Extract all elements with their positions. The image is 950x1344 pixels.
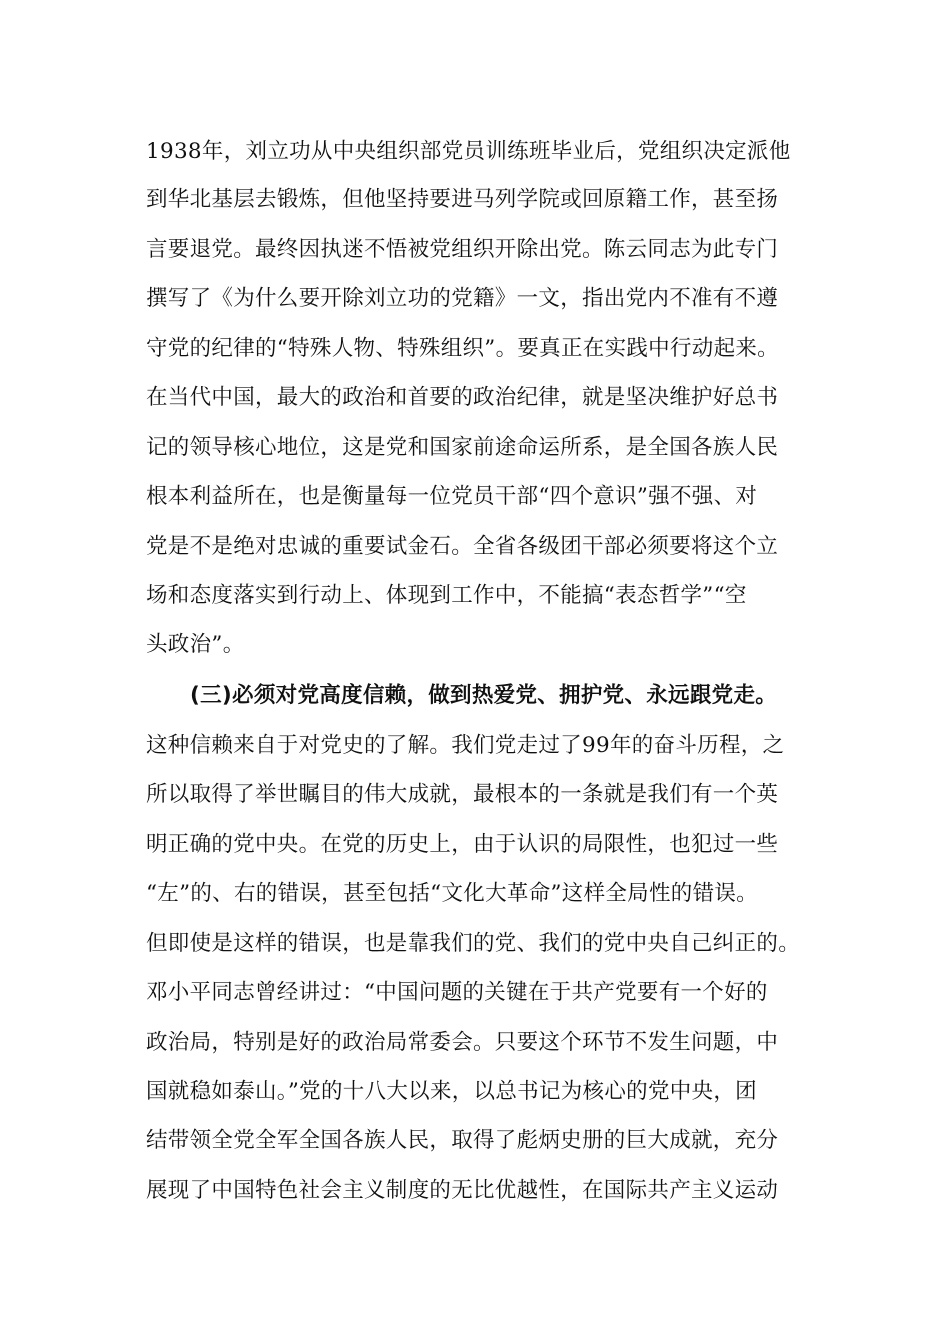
text-line: 政治局，特别是好的政治局常委会。只要这个环节不发生问题，中 — [146, 1030, 779, 1055]
text-line: 场和态度落实到行动上、体现到工作中，不能搞“表态哲学”“空 — [146, 583, 747, 608]
text-line: 守党的纪律的“特殊人物、特殊组织”。要真正在实践中行动起来。 — [146, 336, 779, 361]
text-line: 所以取得了举世瞩目的伟大成就，最根本的一条就是我们有一个英 — [146, 782, 779, 807]
text-line: 展现了中国特色社会主义制度的无比优越性，在国际共产主义运动 — [146, 1178, 779, 1203]
text-line: 这种信赖来自于对党史的了解。我们党走过了99年的奋斗历程，之 — [146, 733, 785, 758]
text-line: 撰写了《为什么要开除刘立功的党籍》一文，指出党内不准有不遵 — [146, 286, 779, 311]
section-heading: (三)必须对党高度信赖，做到热爱党、拥护党、永远跟党走。 — [190, 683, 778, 708]
text-line: 明正确的党中央。在党的历史上，由于认识的局限性，也犯过一些 — [146, 832, 779, 857]
text-line: 在当代中国，最大的政治和首要的政治纪律，就是坚决维护好总书 — [146, 385, 779, 410]
text-line: “左”的、右的错误，甚至包括“文化大革命”这样全局性的错误。 — [146, 881, 758, 906]
text-line: 言要退党。最终因执迷不悟被党组织开除出党。陈云同志为此专门 — [146, 237, 779, 262]
text-line: 邓小平同志曾经讲过：“中国问题的关键在于共产党要有一个好的 — [146, 980, 768, 1005]
text-line: 头政治”。 — [146, 632, 245, 657]
text-line: 结带领全党全军全国各族人民，取得了彪炳史册的巨大成就，充分 — [146, 1128, 779, 1153]
text-line: 1938年，刘立功从中央组织部党员训练班毕业后，党组织决定派他 — [146, 139, 791, 164]
text-line: 记的领导核心地位，这是党和国家前途命运所系，是全国各族人民 — [146, 435, 779, 460]
text-line: 党是不是绝对忠诚的重要试金石。全省各级团干部必须要将这个立 — [146, 534, 779, 559]
text-line: 根本利益所在，也是衡量每一位党员干部“四个意识”强不强、对 — [146, 484, 758, 509]
text-line: 到华北基层去锻炼，但他坚持要进马列学院或回原籍工作，甚至扬 — [146, 187, 779, 212]
text-line: 国就稳如泰山。”党的十八大以来，以总书记为核心的党中央，团 — [146, 1079, 757, 1104]
text-line: 但即使是这样的错误，也是靠我们的党、我们的党中央自己纠正的。 — [146, 931, 801, 956]
